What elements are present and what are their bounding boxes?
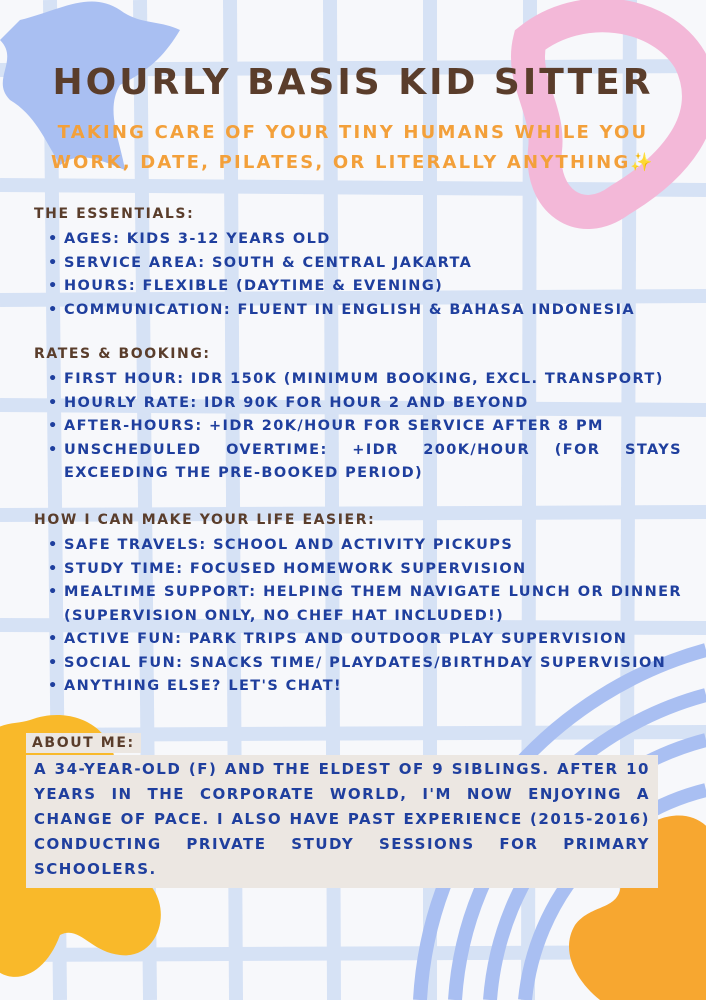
list-item: • ACTIVE FUN: PARK TRIPS AND OUTDOOR PLAY SUPERVISION: [48, 628, 682, 652]
list-item: • AFTER-HOURS: +IDR 20K/HOUR FOR SERVICE AFTER 8 PM: [48, 415, 682, 439]
list-item: • HOURS: FLEXIBLE (DAYTIME & EVENING): [48, 275, 682, 299]
list-item: • FIRST HOUR: IDR 150K (MINIMUM BOOKING, EXCL. TRANSPORT): [48, 368, 682, 392]
essentials-heading: THE ESSENTIALS:: [34, 206, 195, 222]
about-heading: ABOUT ME:: [26, 733, 141, 753]
list-item: • MEALTIME SUPPORT: HELPING THEM NAVIGATE LUNCH OR DINNER (SUPERVISION ONLY, NO CHEF HAT INCLUDED!): [48, 581, 682, 628]
page-title: HOURLY BASIS KID SITTER: [52, 62, 654, 103]
rates-list: [34, 368, 682, 486]
essentials-list: [34, 228, 682, 322]
list-item: • STUDY TIME: FOCUSED HOMEWORK SUPERVISION: [48, 558, 682, 582]
essentials-section: [34, 204, 682, 322]
list-item: • COMMUNICATION: FLUENT IN ENGLISH & BAHASA INDONESIA: [48, 299, 682, 323]
list-item: • UNSCHEDULED OVERTIME: +IDR 200K/HOUR (FOR STAYS EXCEEDING THE PRE-BOOKED PERIOD): [48, 439, 682, 486]
services-list: [34, 534, 682, 699]
list-item: • SOCIAL FUN: SNACKS TIME/ PLAYDATES/BIRTHDAY SUPERVISION: [48, 652, 682, 676]
services-heading: HOW I CAN MAKE YOUR LIFE EASIER:: [34, 512, 376, 528]
list-item: • ANYTHING ELSE? LET'S CHAT!: [48, 675, 682, 699]
page-subtitle: TAKING CARE OF YOUR TINY HUMANS WHILE YOU WORK, DATE, PILATES, OR LITERALLY ANYTHING✨: [50, 122, 656, 173]
list-item: • HOURLY RATE: IDR 90K FOR HOUR 2 AND BEYOND: [48, 392, 682, 416]
list-item: • AGES: KIDS 3-12 YEARS OLD: [48, 228, 682, 252]
list-item: • SAFE TRAVELS: SCHOOL AND ACTIVITY PICKUPS: [48, 534, 682, 558]
services-section: [34, 510, 682, 699]
about-body: A 34-YEAR-OLD (F) AND THE ELDEST OF 9 SIBLINGS. AFTER 10 YEARS IN THE CORPORATE WORLD, I'M NOW ENJOYING A CHANGE OF PACE. I ALSO HAVE PAST EXPERIENCE (2015-2016) CONDUCTING PRIVATE STUDY SESSIONS FOR PRIMARY SCHOOLERS.: [26, 755, 658, 888]
about-section: [26, 732, 658, 888]
list-item: • SERVICE AREA: SOUTH & CENTRAL JAKARTA: [48, 252, 682, 276]
rates-section: [34, 344, 682, 486]
rates-heading: RATES & BOOKING:: [34, 346, 211, 362]
